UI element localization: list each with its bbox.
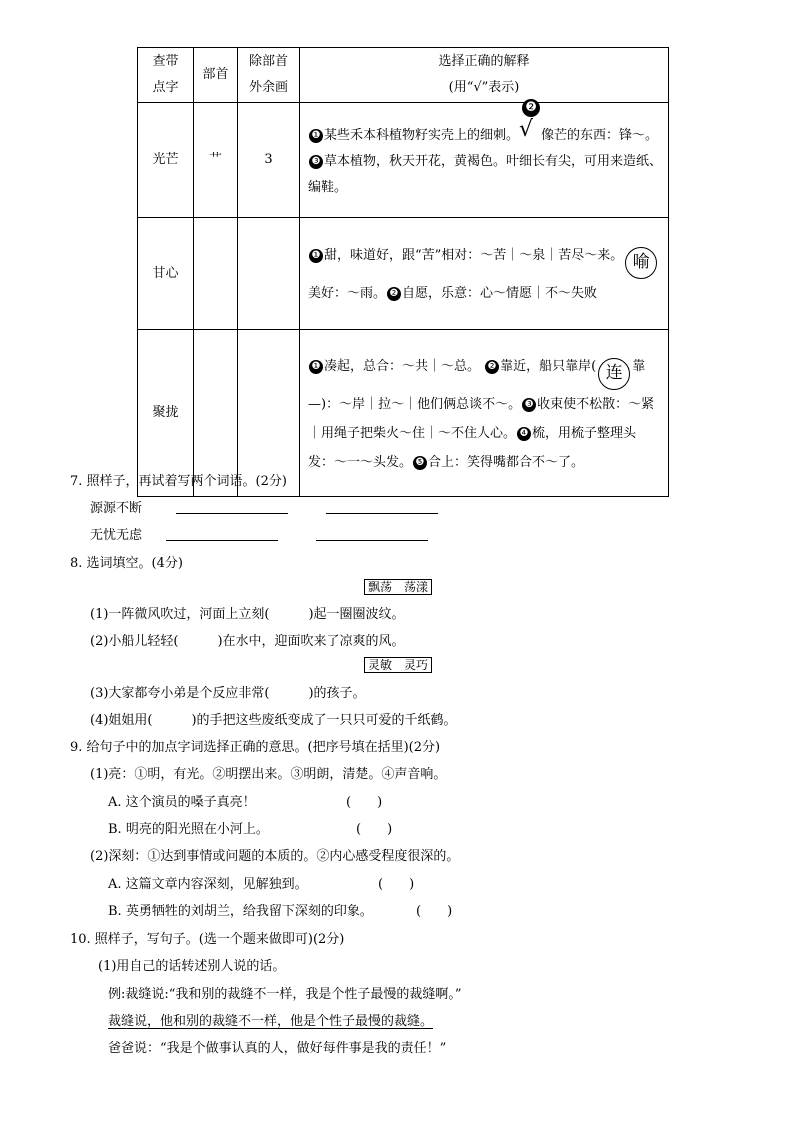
q10-title: 10. 照样子，写句子。(选一个题来做即可)(2分) — [70, 932, 345, 947]
q10-question: 爸爸说：“我是个做事认真的人，做好每件事是我的责任！” — [108, 1041, 447, 1056]
row-radical[interactable]: 艹 — [194, 103, 238, 218]
header-explanation — [300, 48, 669, 103]
q9-answer-b1[interactable]: ( ) — [356, 822, 393, 837]
row-explanation[interactable] — [300, 330, 669, 497]
q9-answer-a2[interactable]: ( ) — [378, 877, 415, 892]
q9-option-a2: A. 这篇文章内容深刻，见解独到。 — [108, 877, 308, 892]
row-word: 光芒 — [138, 103, 194, 218]
row-strokes[interactable] — [238, 218, 300, 330]
number-2-icon: ❷ — [387, 287, 401, 301]
dictionary-table — [137, 47, 669, 497]
row-explanation[interactable] — [300, 100, 669, 218]
meaning-text: 合上：笑得嘴都合不～了。 — [428, 454, 585, 470]
number-2-icon: ❷ — [522, 99, 540, 117]
q8-word-box-1: 飘荡 荡漾 — [364, 579, 432, 595]
meaning-text: 自愿，乐意：心～情愿｜不～失败 — [402, 286, 598, 301]
row-strokes[interactable]: 3 — [238, 103, 300, 218]
number-5-icon: ❺ — [413, 456, 427, 470]
number-3-icon: ❸ — [522, 398, 536, 412]
check-mark-stack — [519, 100, 541, 142]
q9-part1-meanings: (1)亮：①明，有光。②明摆出来。③明朗，清楚。④声音响。 — [90, 767, 447, 782]
q7-blank-4[interactable] — [316, 526, 428, 541]
meaning-text: 靠—)：～岸｜拉～｜他们俩总谈不～。 — [308, 358, 646, 412]
q7-blank-1[interactable] — [176, 499, 288, 514]
number-4-icon: ❹ — [517, 427, 531, 441]
row-explanation[interactable] — [300, 218, 669, 330]
header-strokes-line1: 除部首 — [248, 54, 288, 69]
header-strokes-line2: 外余画 — [248, 80, 288, 95]
q8-sentence-3[interactable]: (3)大家都夸小弟是个反应非常( )的孩子。 — [90, 686, 366, 701]
meaning-text: 收束使不松散：～紧｜用绳子把柴火～住｜～不住人心。 — [308, 396, 655, 441]
q7-title: 7. 照样子，再试着写两个词语。(2分) — [70, 474, 287, 489]
table-row — [138, 103, 669, 218]
q8-word-box-2: 灵敏 灵巧 — [364, 657, 432, 673]
q7-row1 — [90, 497, 438, 516]
q9-option-a1: A. 这个演员的嗓子真亮！ — [108, 795, 256, 810]
header-char-line1: 查带 — [152, 54, 179, 69]
q9-option-b2: B. 英勇牺牲的刘胡兰，给我留下深刻的印象。 — [108, 904, 373, 919]
number-1-icon: ❶ — [309, 249, 323, 263]
q9-part2-meanings: (2)深刻：①达到事情或问题的本质的。②内心感受程度很深的。 — [90, 849, 460, 864]
circled-char-yu: 喻 — [625, 247, 657, 279]
meaning-text: 草本植物，秋天开花，黄褐色。叶细长有尖，可用来造纸、编鞋。 — [308, 154, 663, 195]
meaning-text: 甜，味道好，跟“苦”相对：～苦｜～泉｜苦尽～来。 — [324, 248, 624, 263]
header-char — [138, 48, 194, 103]
meaning-text: 凑起，总合：～共｜～总。 — [324, 358, 481, 374]
number-2-icon: ❷ — [485, 360, 499, 374]
header-explanation-line1: 选择正确的解释 — [438, 54, 530, 69]
q9-option-b1: B. 明亮的阳光照在小河上。 — [108, 822, 269, 837]
q9-answer-a1[interactable]: ( ) — [346, 795, 383, 810]
table-header-row — [138, 48, 669, 103]
q8-sentence-1[interactable]: (1)一阵微风吹过，河面上立刻( )起一圈圈波纹。 — [90, 607, 405, 622]
meaning-text: 美好：～雨。 — [308, 286, 387, 301]
q8-sentence-4[interactable]: (4)姐姐用( )的手把这些废纸变成了一只只可爱的千纸鹤。 — [90, 713, 457, 728]
q7-blank-3[interactable] — [166, 526, 278, 541]
q9-answer-b2[interactable]: ( ) — [416, 904, 453, 919]
q7-example-word: 源源不断 — [90, 501, 143, 516]
q8-title: 8. 选词填空。(4分) — [70, 556, 183, 571]
q10-example: 例:裁缝说:“我和别的裁缝不一样，我是个性子最慢的裁缝啊。” — [108, 987, 462, 1002]
number-1-icon: ❶ — [309, 129, 323, 143]
meaning-text: 某些禾本科植物籽实壳上的细刺。 — [324, 128, 520, 143]
q8-sentence-2[interactable]: (2)小船儿轻轻( )在水中，迎面吹来了凉爽的风。 — [90, 634, 405, 649]
q9-title: 9. 给句子中的加点字词选择正确的意思。(把序号填在括里)(2分) — [70, 740, 441, 755]
row-word: 聚拢 — [138, 330, 194, 497]
q7-blank-2[interactable] — [326, 499, 438, 514]
table-row — [138, 218, 669, 330]
q10-part1: (1)用自己的话转述别人说的话。 — [98, 959, 286, 974]
row-word: 甘心 — [138, 218, 194, 330]
q10-example-answer: 裁缝说，他和别的裁缝不一样，他是个性子最慢的裁缝。 — [108, 1014, 434, 1029]
q7-row2 — [90, 524, 428, 543]
check-mark-icon: √ — [519, 117, 534, 142]
circled-char-lian: 连 — [598, 358, 630, 390]
header-radical: 部首 — [194, 48, 238, 103]
meaning-text: 梳，用梳子整理头发：～一～头发。 — [308, 425, 637, 470]
header-char-line2: 点字 — [152, 80, 179, 95]
row-radical[interactable] — [194, 218, 238, 330]
header-explanation-line2: (用“√”表示) — [448, 80, 520, 95]
meaning-text: 靠近，船只靠岸( — [500, 358, 597, 374]
number-3-icon: ❸ — [309, 155, 323, 169]
number-1-icon: ❶ — [309, 360, 323, 374]
meaning-text: 像芒的东西：锋～。 — [541, 128, 659, 143]
header-strokes — [238, 48, 300, 103]
q7-example-word: 无忧无虑 — [90, 528, 143, 543]
